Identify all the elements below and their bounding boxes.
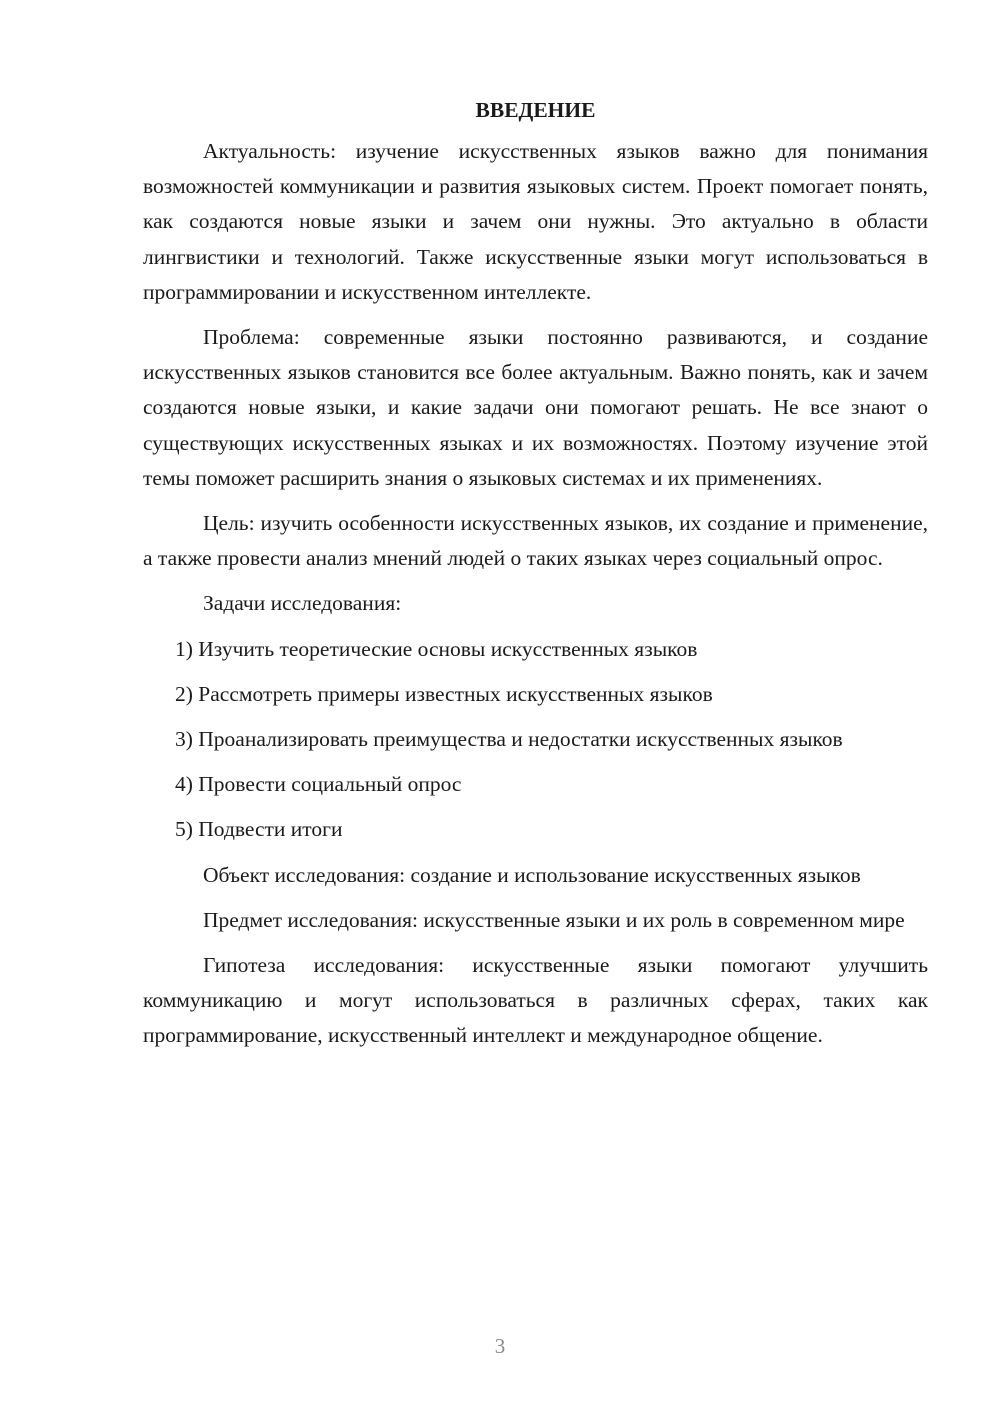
- list-item: 2) Рассмотреть примеры известных искусственных языков: [175, 681, 713, 706]
- list-item: 4) Провести социальный опрос: [175, 772, 462, 797]
- paragraph-hypothesis: Гипотеза исследования: искусственные языки помогают улучшить коммуникацию и могут использоваться в различных сферах, таких как программирование, искусственный интеллект и международное общение.: [143, 953, 928, 1048]
- paragraph-relevance: Актуальность: изучение искусственных языков важно для понимания возможностей коммуникации и развития языковых систем. Проект помогает понять, как создаются новые языки и зачем они нужны. Это актуально в области лингвистики и технологий. Также искусственные языки могут использоваться в программировании и искусственном интеллекте.: [143, 139, 928, 304]
- list-item: 3) Проанализировать преимущества и недостатки искусственных языков: [175, 727, 843, 752]
- paragraph-subject: Предмет исследования: искусственные языки и их роль в современном мире: [203, 907, 905, 932]
- list-item: 5) Подвести итоги: [175, 817, 343, 842]
- paragraph-problem: Проблема: современные языки постоянно развиваются, и создание искусственных языков становится все более актуальным. Важно понять, как и зачем создаются новые языки, и какие задачи они помогают решать. Не все знают о существующих искусственных языках и их возможностях. Поэтому изучение этой темы поможет расширить знания о языковых системах и их применениях.: [143, 325, 928, 490]
- paragraph-object: Объект исследования: создание и использование искусственных языков: [203, 862, 861, 887]
- paragraph-tasks-heading: Задачи исследования:: [203, 591, 402, 616]
- list-item: 1) Изучить теоретические основы искусственных языков: [175, 636, 698, 661]
- section-title: ВВЕДЕНИЕ: [475, 98, 596, 122]
- paragraph-goal: Цель: изучить особенности искусственных языков, их создание и применение, а также провести анализ мнений людей о таких языках через социальный опрос.: [143, 511, 928, 571]
- document-page: [143, 93, 928, 1064]
- page-number: 3: [494, 1334, 506, 1358]
